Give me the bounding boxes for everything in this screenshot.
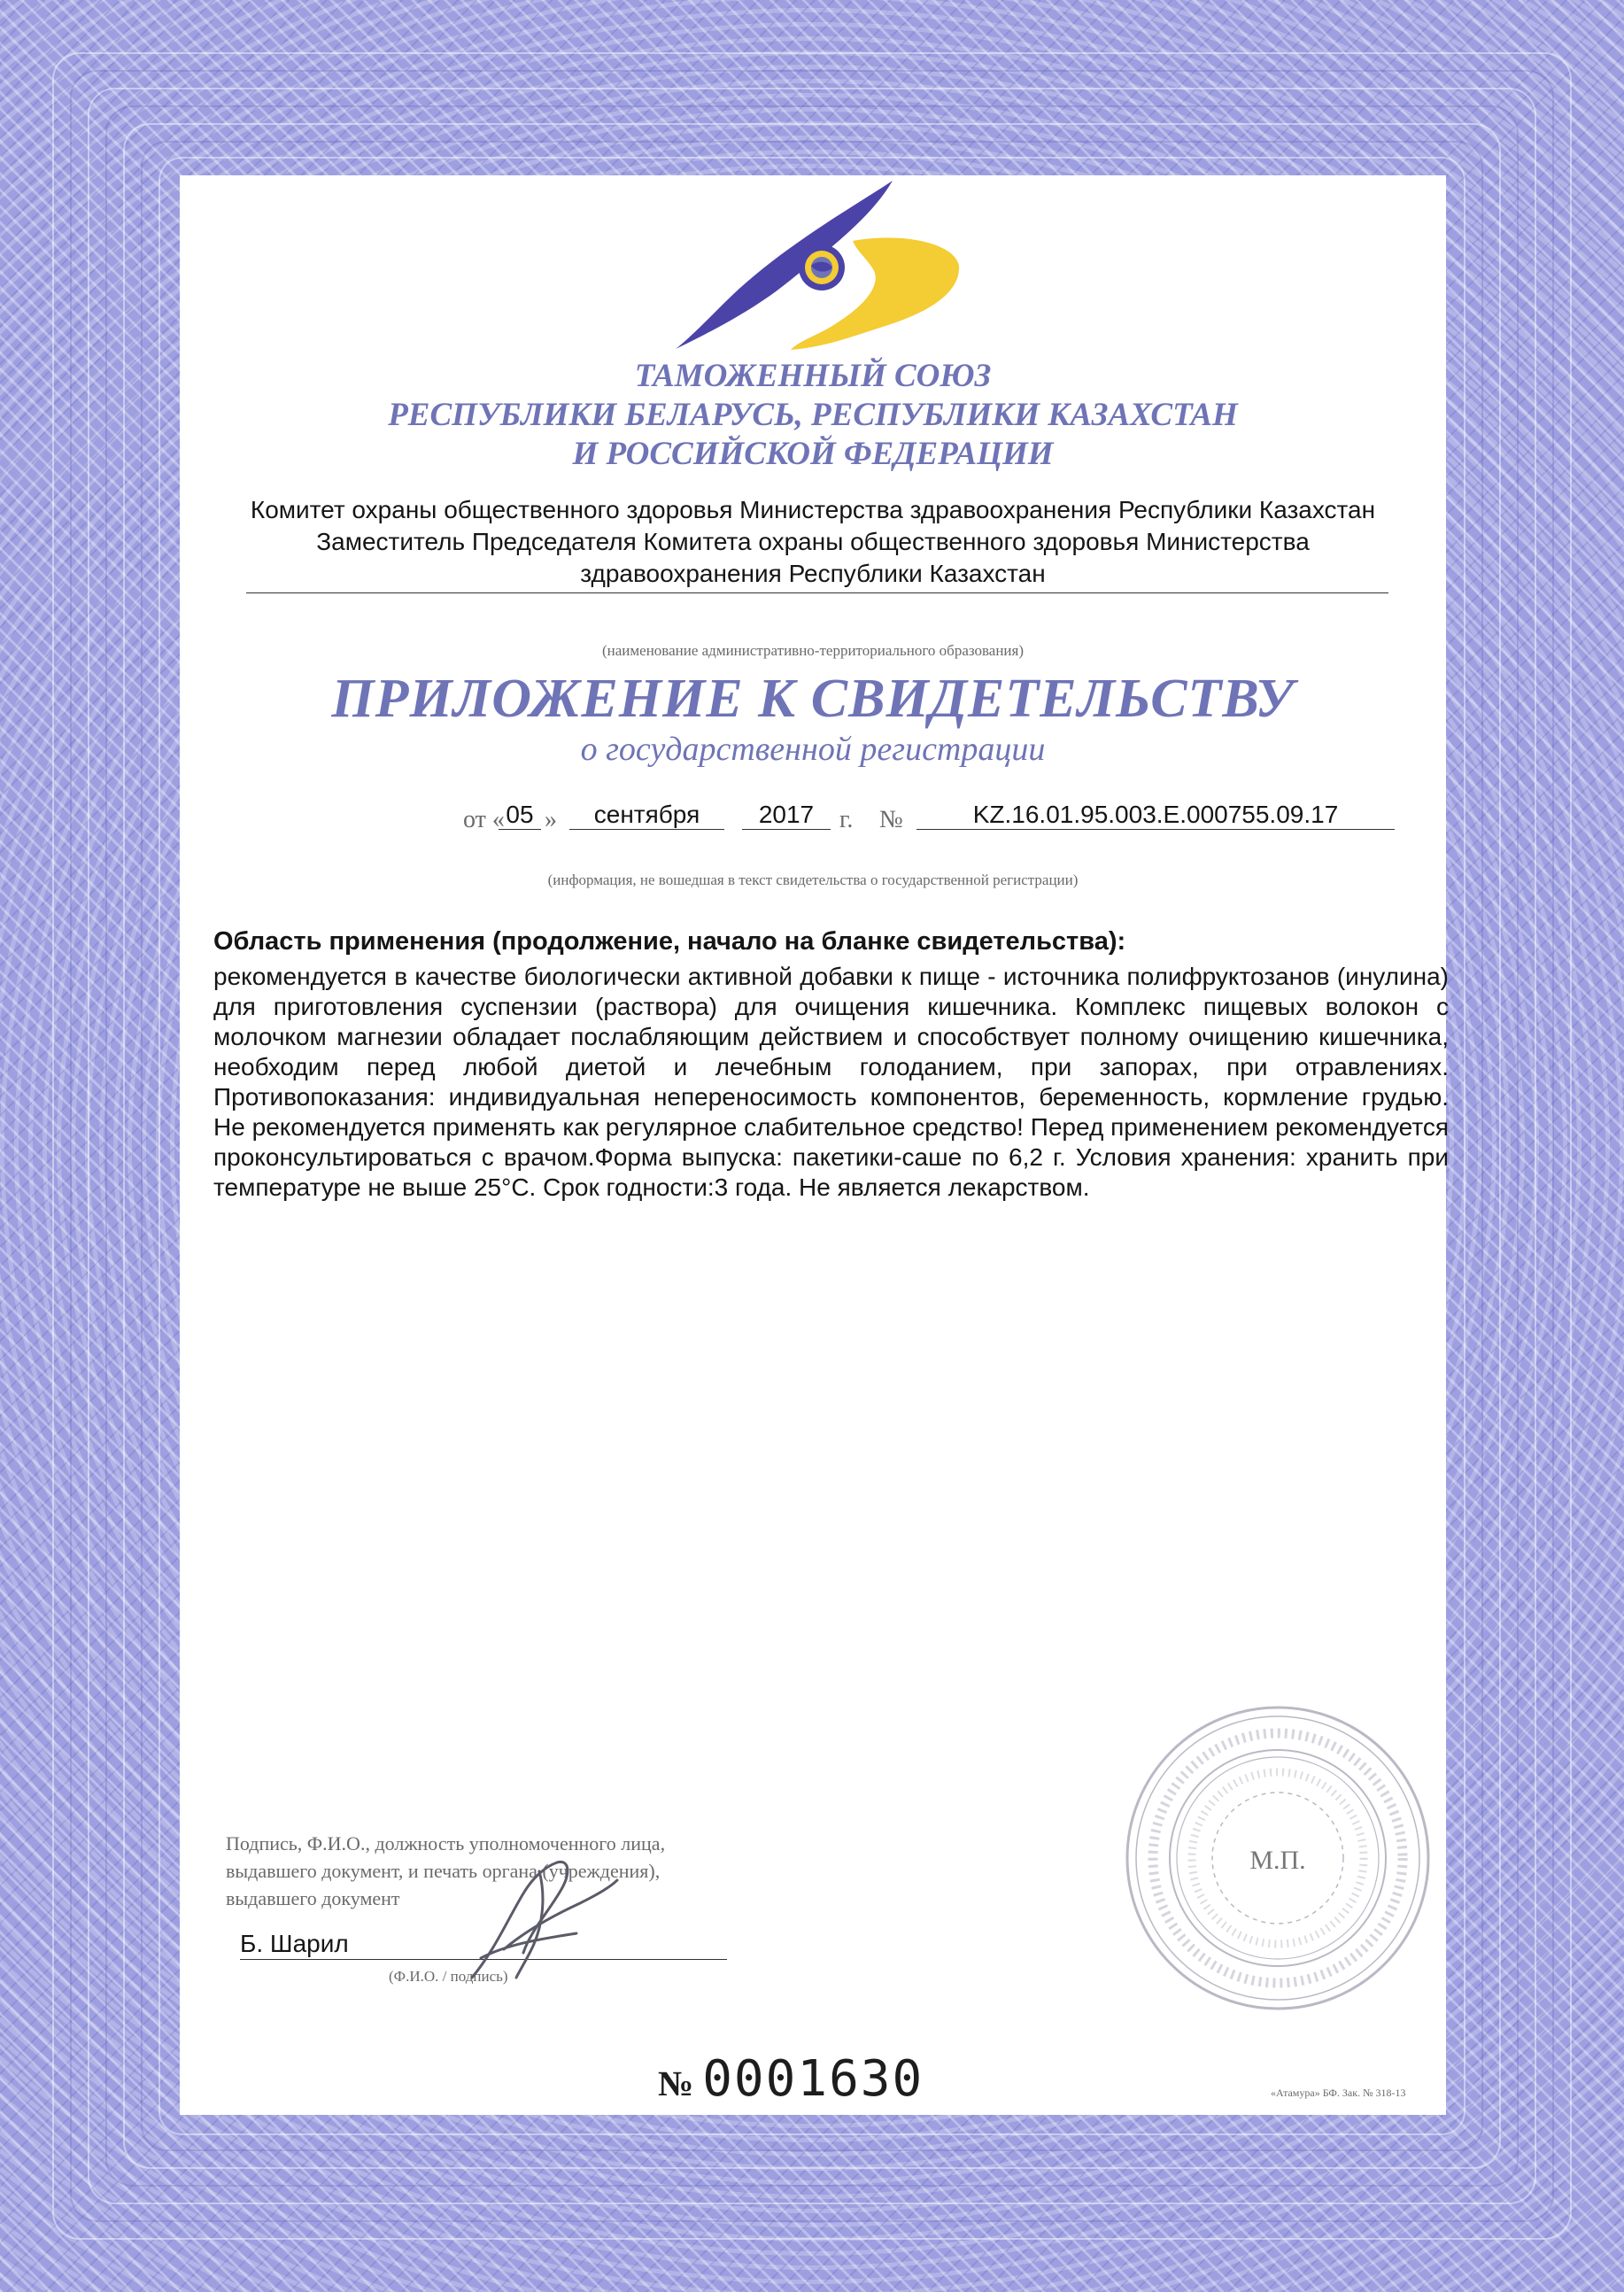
date-month: сентября — [569, 801, 724, 830]
signature-caption-line-2: выдавшего документ, и печать органа (учреждения), — [226, 1860, 661, 1882]
issuing-authority — [180, 494, 1446, 590]
committee-line-3: здравоохранения Республики Казахстан — [580, 560, 1046, 587]
date-prefix: от « — [463, 806, 505, 833]
document-sheet — [180, 175, 1449, 2115]
date-day: 05 — [499, 801, 541, 830]
eurasian-union-emblem — [671, 179, 963, 352]
signature-caption-line-3: выдавшего документ — [226, 1887, 400, 1909]
print-code: «Атамура» БФ. Зак. № 318-13 — [1271, 2087, 1406, 2099]
certificate-number — [658, 2050, 924, 2108]
scope-text: рекомендуется в качестве биологически активной добавки к пище - источника полифруктозанов (инулина) для приготовления суспензии (раствора) для очищения кишечника. Комплекс пищевых волокон с молочком магнезии обладает послабляющим действием и способствует полному очищению кишечника, необходим перед любой диетой и лечебным голоданием, при запорах, при отравлениях. Противопоказания: индивидуальная непереносимость компонентов, беременность, кормление грудью. Не рекомендуется применять как регулярное слабительное средство! Перед применением рекомендуется проконсультироваться с врачом.Форма выпуска: пакетики-саше по 6,2 г. Условия хранения: хранить при температуре не выше 25°С. Срок годности:3 года. Не является лекарством. — [213, 963, 1449, 1201]
date-year: 2017 — [742, 801, 831, 830]
document-subtitle: о государственной регистрации — [580, 731, 1046, 768]
admin-caption: (наименование административно-территориального образования) — [601, 642, 1025, 659]
scope-heading: Область применения (продолжение, начало на бланке свидетельства): — [213, 927, 1126, 956]
date-city-abbr: г. — [839, 806, 854, 833]
date-quote-close: » — [545, 806, 557, 833]
committee-line-2: Заместитель Председателя Комитета охраны общественного здоровья Министерства — [316, 528, 1310, 555]
stamp-label: М.П. — [1249, 1846, 1306, 1875]
date-number-sign: № — [879, 806, 903, 833]
union-title-line-1: ТАМОЖЕННЫЙ СОЮЗ — [634, 358, 992, 394]
official-seal — [1118, 1699, 1437, 2017]
union-title-line-2: РЕСПУБЛИКИ БЕЛАРУСЬ, РЕСПУБЛИКИ КАЗАХСТАН — [388, 397, 1238, 433]
authority-underline — [246, 592, 1388, 593]
union-title-line-3: И РОССИЙСКОЙ ФЕДЕРАЦИИ — [572, 436, 1054, 472]
certificate-number-sign: № — [658, 2064, 694, 2103]
signer-caption: (Ф.И.О. / подпись) — [389, 1968, 508, 1985]
signer-name: Б. Шарил — [240, 1929, 727, 1960]
certificate-number-value: 0001630 — [702, 2050, 924, 2108]
document-title: ПРИЛОЖЕНИЕ К СВИДЕТЕЛЬСТВУ — [331, 669, 1295, 729]
registration-number: KZ.16.01.95.003.E.000755.09.17 — [916, 801, 1395, 830]
signature-caption-line-1: Подпись, Ф.И.О., должность уполномоченного лица, — [226, 1832, 666, 1855]
info-caption: (информация, не вошедшая в текст свидетельства о государственной регистрации) — [547, 871, 1079, 888]
handwritten-signature — [445, 1845, 631, 1995]
committee-line-1: Комитет охраны общественного здоровья Министерства здравоохранения Республики Казахстан — [250, 496, 1376, 523]
customs-union-title — [180, 357, 1446, 474]
